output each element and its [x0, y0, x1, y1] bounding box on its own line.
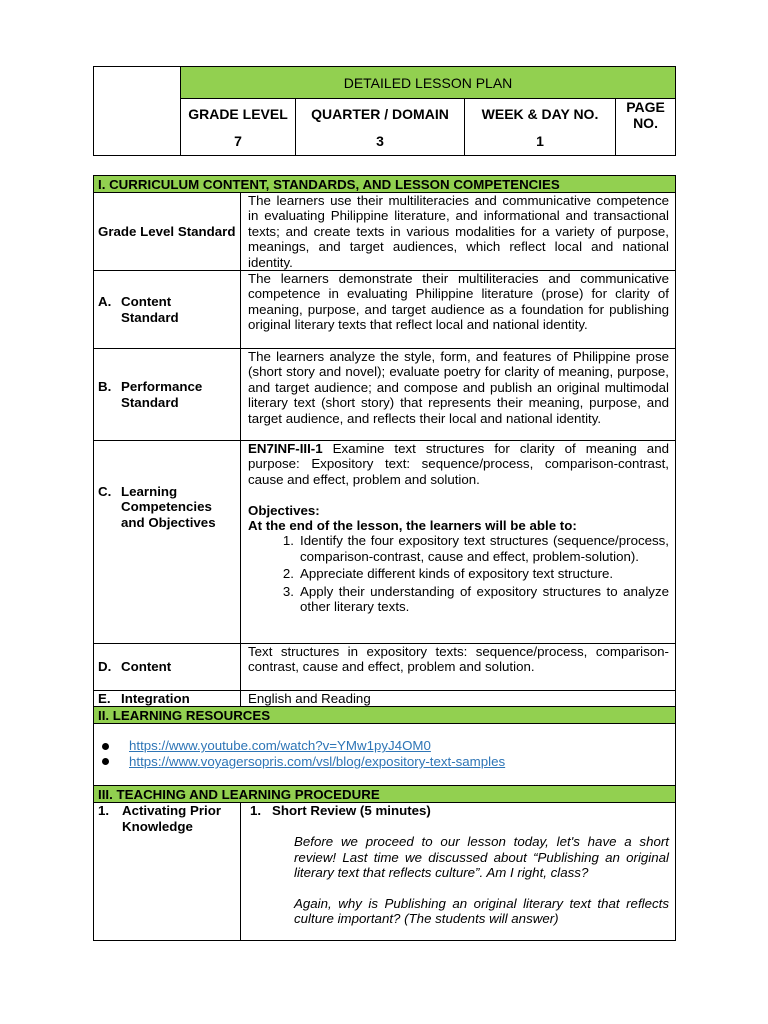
objectives-title: Objectives: [248, 502, 320, 518]
grade-level-label: GRADE LEVEL [181, 99, 296, 130]
bullet-icon [102, 743, 109, 750]
resource-link-voyagersopris[interactable]: https://www.voyagersopris.com/vsl/blog/expository-text-samples [129, 753, 506, 769]
week-day-label: WEEK & DAY NO. [465, 99, 616, 130]
week-day-value: 1 [465, 129, 616, 156]
content-standard-text: The learners demonstrate their multiliteracies and communicative competence in evaluating Philippine literature (prose) for clarity of meaning, purpose, and target audience as a foundation for publishing original literary texts that reflect local and national identity. [241, 271, 676, 349]
integration-text: English and Reading [241, 691, 676, 707]
list-item: 1. Identify the four expository text structures (sequence/process, comparison-contrast, cause and effect, problem-solution). [282, 533, 669, 564]
content-label: D. Content [94, 644, 241, 691]
logo-cell [94, 67, 181, 156]
review-paragraph-1: Before we proceed to our lesson today, let's have a short review! Last time we discussed about “Publishing an original literary text that reflects culture”. Am I right, class? [294, 834, 669, 881]
resources-list [94, 724, 676, 786]
section-resources-heading: II. LEARNING RESOURCES [94, 707, 676, 724]
performance-standard-label: B. Performance Standard [94, 349, 241, 441]
grade-level-value: 7 [181, 129, 296, 156]
performance-standard-text: The learners analyze the style, form, and features of Philippine prose (short story and novel); evaluate poetry for clarity of meaning, purpose, and target audience; and compose and publish an original multimodal literary text (short story) that represents their meaning, purpose, and target audience, and reflects their local and national identity. [241, 349, 676, 441]
competencies-cell [241, 441, 676, 644]
content-standard-label: A. Content Standard [94, 271, 241, 349]
list-item: 3. Apply their understanding of expository structures to analyze other literary texts. [282, 583, 669, 615]
page-title: DETAILED LESSON PLAN [181, 67, 676, 99]
activating-prior-knowledge-label: 1. Activating Prior Knowledge [94, 803, 241, 941]
quarter-domain-label: QUARTER / DOMAIN [296, 99, 465, 130]
integration-label: E. Integration [94, 691, 241, 707]
short-review-title: 1. Short Review (5 minutes) [250, 803, 431, 819]
lesson-plan-body [93, 175, 676, 941]
page-no-label: PAGE NO. [616, 99, 676, 156]
procedure-cell [241, 803, 676, 941]
list-item [102, 738, 667, 754]
lesson-plan-header [93, 66, 676, 156]
review-paragraph-2: Again, why is Publishing an original literary text that reflects culture important? (The students will answer) [294, 895, 669, 927]
list-item [102, 754, 667, 770]
quarter-domain-value: 3 [296, 129, 465, 156]
grade-level-standard-text: The learners use their multiliteracies and communicative competence in evaluating Philippine literature, and informational and transactional texts; and create texts in various modalities for a variety of purpose, meanings, and target audiences, which reflect local and national identity. [241, 193, 676, 271]
section-procedure-heading: III. TEACHING AND LEARNING PROCEDURE [94, 786, 676, 803]
list-item: 2. Appreciate different kinds of expository text structure. [282, 566, 614, 582]
competencies-label: C. Learning Competencies and Objectives [94, 441, 241, 644]
content-text: Text structures in expository texts: sequence/process, comparison-contrast, cause and effect, problem and solution. [241, 644, 676, 691]
section-curriculum-heading: I. CURRICULUM CONTENT, STANDARDS, AND LESSON COMPETENCIES [94, 176, 676, 193]
objectives-intro: At the end of the lesson, the learners will be able to: [248, 518, 577, 534]
bullet-icon [102, 758, 109, 765]
competency-code: EN7INF-III-1 [248, 441, 323, 457]
grade-level-standard-label: Grade Level Standard [94, 193, 241, 271]
resource-link-youtube[interactable]: https://www.youtube.com/watch?v=YMw1pyJ4OM0 [129, 738, 431, 754]
objectives-list [248, 533, 669, 614]
competency-statement: EN7INF-III-1 Examine text structures for clarity of meaning and purpose: Expository text: sequence/process, comparison-contrast, cause and effect, problem and solution. [248, 441, 669, 487]
